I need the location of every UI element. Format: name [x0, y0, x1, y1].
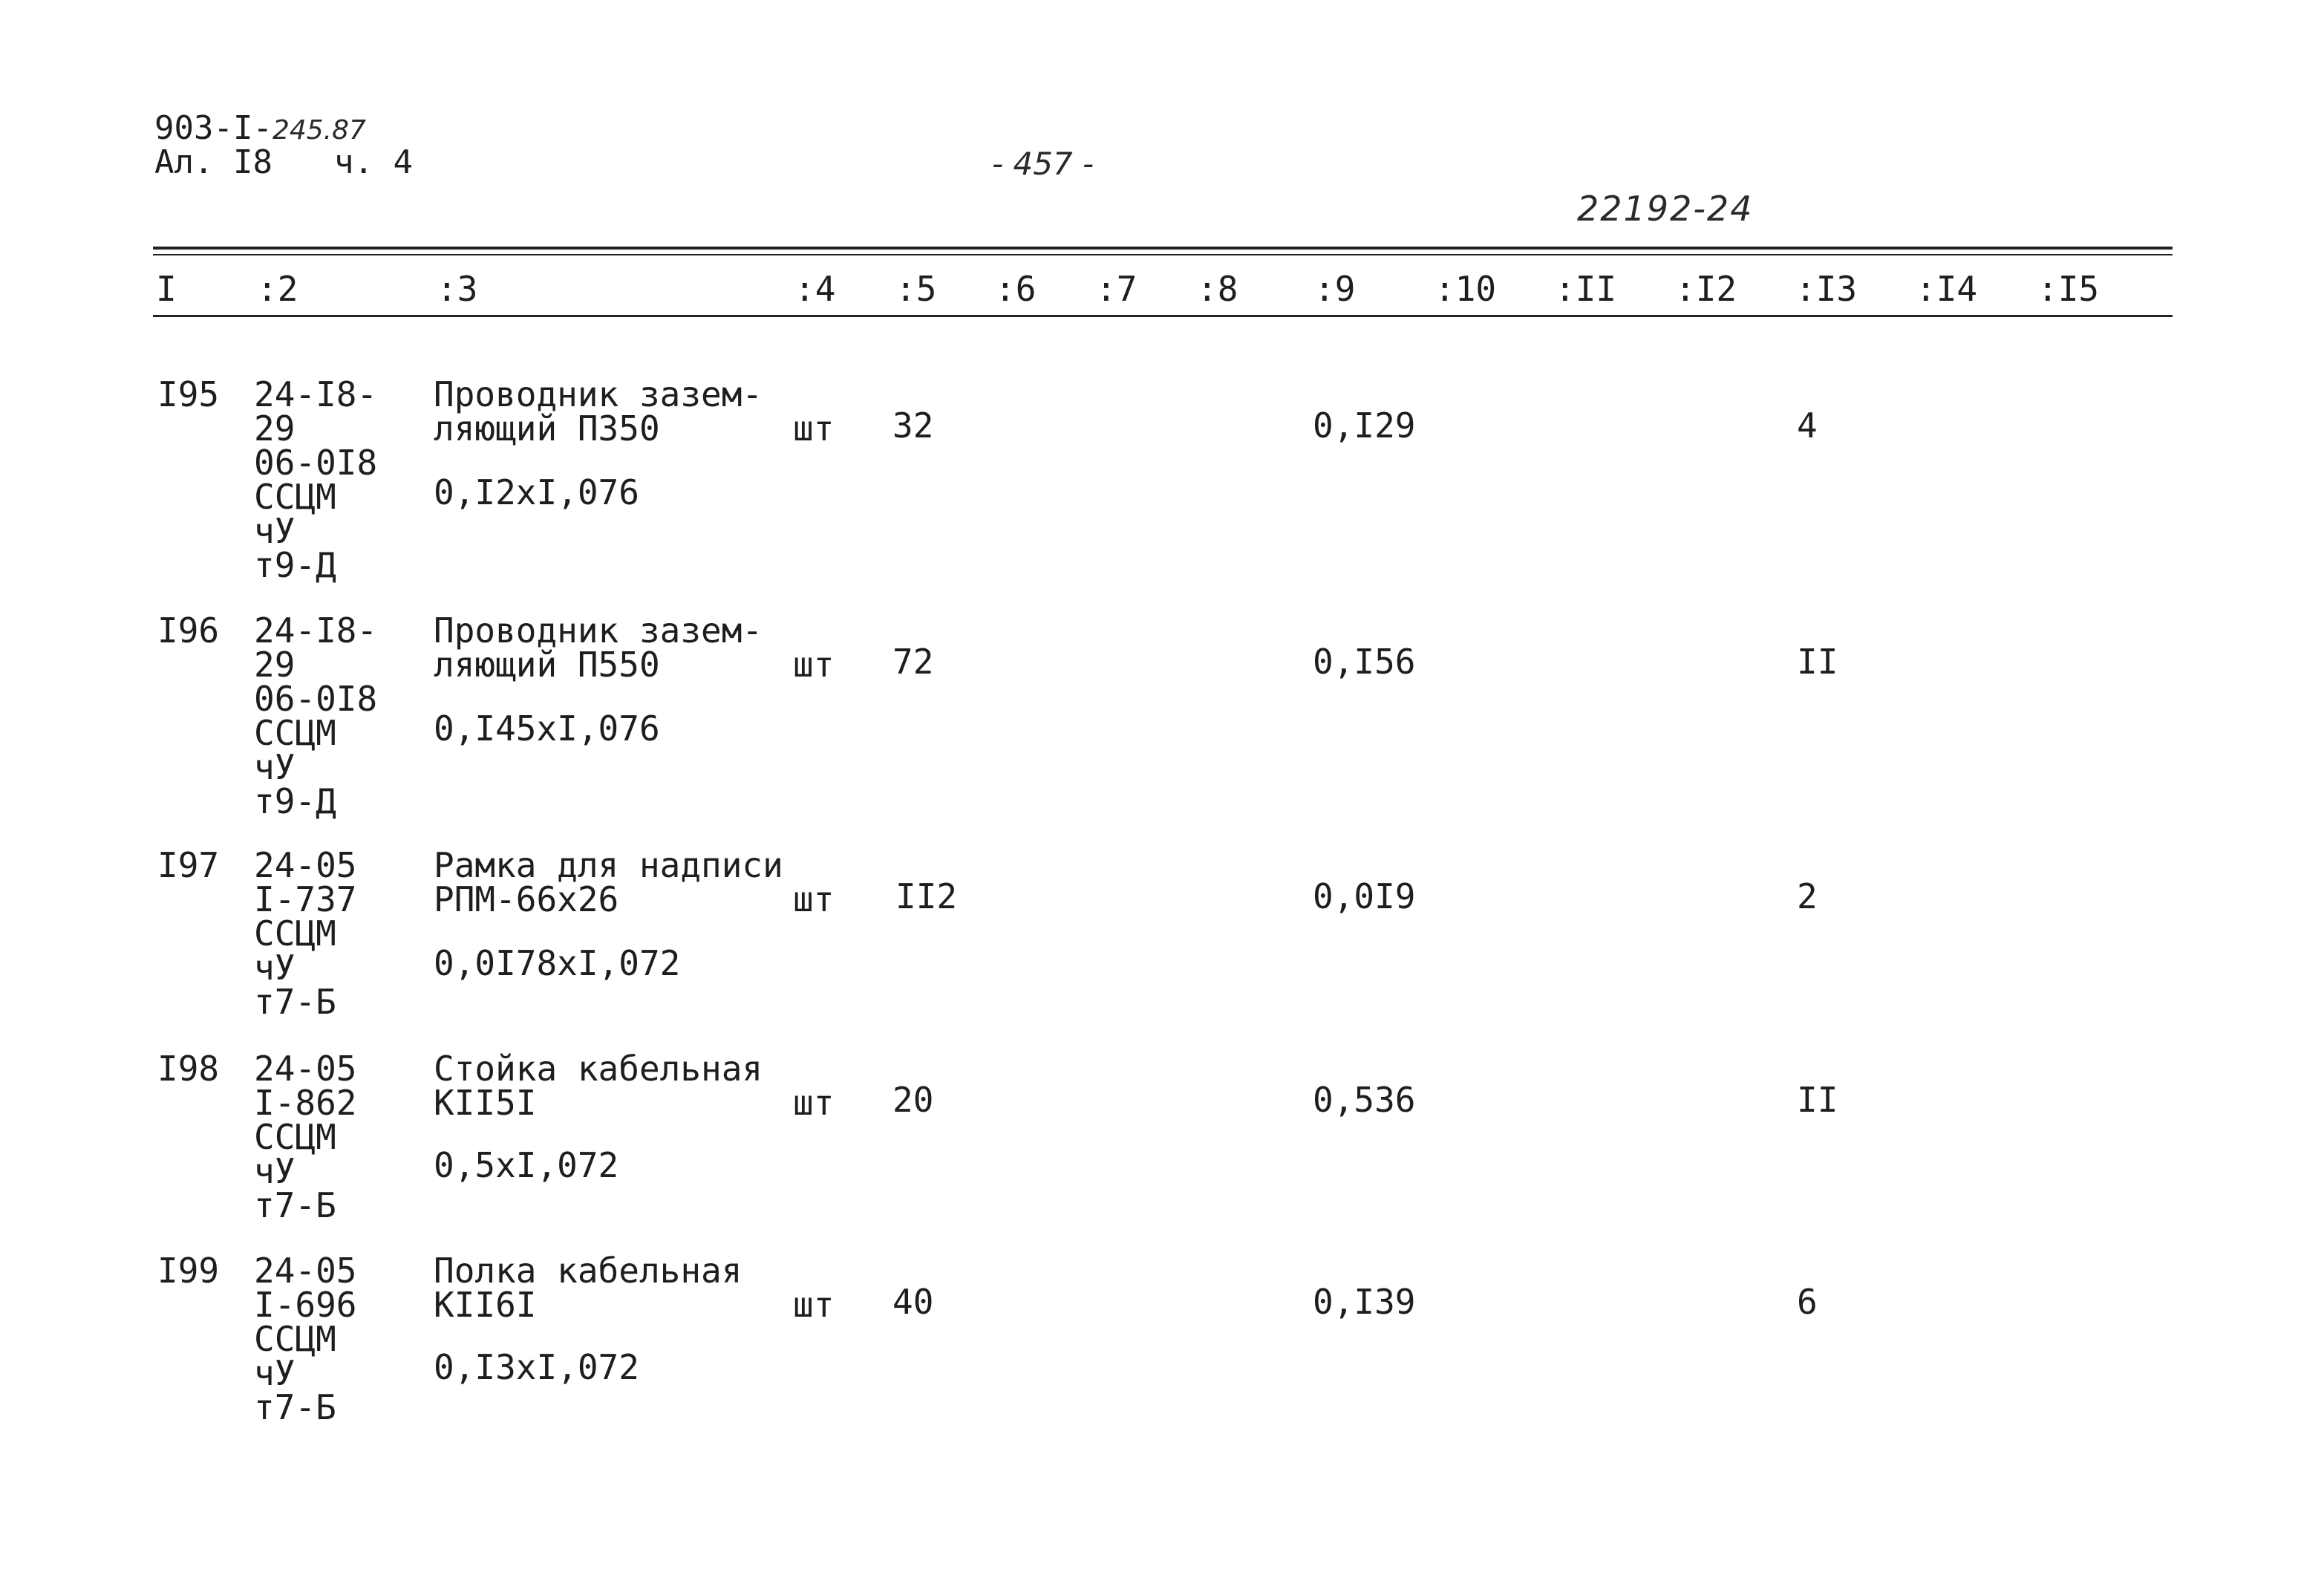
row-code — [254, 845, 357, 1022]
album-label: Ал. I8 — [154, 143, 272, 181]
name-line: Стойка кабельная — [434, 1049, 763, 1089]
column-header-5: :5 — [895, 269, 937, 309]
row-number: I98 — [157, 1049, 220, 1089]
column-header-8: :8 — [1197, 269, 1238, 309]
name-line: ляющий П350 — [434, 408, 660, 449]
row-unit: шт — [793, 1285, 835, 1325]
row-unit: шт — [793, 408, 835, 449]
column-header-11: :II — [1555, 269, 1617, 309]
row-number: I99 — [157, 1251, 220, 1291]
document-code — [154, 111, 366, 148]
row-formula: 0,I3xI,072 — [434, 1347, 639, 1387]
row-unit: шт — [793, 645, 835, 685]
code-line: 24-I8- — [254, 374, 378, 414]
column-header-6: :6 — [995, 269, 1037, 309]
column-header-14: :I4 — [1916, 269, 1978, 309]
row-name — [434, 610, 763, 685]
name-line: ляющий П550 — [434, 645, 660, 685]
column-header-15: :I5 — [2037, 269, 2100, 309]
row-name — [434, 374, 763, 449]
row-col9-value: 0,0I9 — [1313, 876, 1416, 916]
row-col13-value: II — [1797, 642, 1838, 682]
code-line: чУ — [254, 1353, 296, 1393]
code-line: 06-0I8 — [254, 443, 378, 483]
column-header-1: I — [156, 269, 177, 309]
name-line: Полка кабельная — [434, 1251, 742, 1291]
row-code — [254, 374, 378, 585]
column-header-9: :9 — [1314, 269, 1356, 309]
name-line: Проводник зазем- — [434, 610, 763, 651]
code-line: ССЦМ — [254, 477, 336, 517]
row-number: I96 — [157, 610, 220, 651]
row-name — [434, 1049, 763, 1123]
code-line: ССЦМ — [254, 713, 336, 753]
row-unit: шт — [793, 1083, 835, 1123]
row-col9-value: 0,I39 — [1313, 1282, 1416, 1322]
code-line: т7-Б — [254, 1185, 336, 1225]
row-col13-value: II — [1797, 1080, 1838, 1120]
code-line: 29 — [254, 408, 296, 449]
code-line: 24-I8- — [254, 610, 378, 651]
document-code-printed: 903-I- — [154, 109, 272, 147]
sheet-id: 22192-24 — [1577, 189, 1754, 229]
code-line: чУ — [254, 747, 296, 787]
top-rule-thick — [153, 247, 2173, 250]
document-code-handwritten: 245.87 — [272, 115, 366, 146]
row-quantity: 20 — [892, 1080, 934, 1120]
code-line: I-737 — [254, 879, 357, 919]
row-name — [434, 1251, 742, 1325]
name-line: Проводник зазем- — [434, 374, 763, 414]
column-header-10: :10 — [1434, 269, 1497, 309]
code-line: I-862 — [254, 1083, 357, 1123]
row-col13-value: 4 — [1797, 405, 1818, 446]
row-quantity: 40 — [892, 1282, 934, 1322]
row-name — [434, 845, 783, 919]
row-formula: 0,5xI,072 — [434, 1145, 619, 1185]
column-header-7: :7 — [1096, 269, 1137, 309]
code-line: т9-Д — [254, 781, 336, 821]
part-label: ч. 4 — [334, 143, 413, 181]
name-line: РПМ-66х26 — [434, 879, 619, 919]
row-quantity: II2 — [895, 876, 958, 916]
column-header-13: :I3 — [1795, 269, 1858, 309]
code-line: 29 — [254, 645, 296, 685]
row-number: I95 — [157, 374, 220, 414]
code-line: т7-Б — [254, 982, 336, 1022]
row-col13-value: 6 — [1797, 1282, 1818, 1322]
code-line: чУ — [254, 1151, 296, 1191]
page-number: - 457 - — [992, 146, 1094, 182]
code-line: т7-Б — [254, 1387, 336, 1427]
row-col9-value: 0,I56 — [1313, 642, 1416, 682]
row-formula: 0,I45xI,076 — [434, 708, 660, 749]
row-code — [254, 1251, 357, 1427]
row-col9-value: 0,536 — [1313, 1080, 1416, 1120]
code-line: чУ — [254, 511, 296, 551]
code-line: 06-0I8 — [254, 679, 378, 719]
name-line: КII6I — [434, 1285, 537, 1325]
row-code — [254, 610, 378, 821]
name-line: Рамка для надписи — [434, 845, 783, 885]
code-line: 24-05 — [254, 1049, 357, 1089]
row-quantity: 32 — [892, 405, 934, 446]
top-rule-thin — [153, 254, 2173, 255]
code-line: т9-Д — [254, 545, 336, 585]
code-line: ССЦМ — [254, 913, 336, 954]
code-line: 24-05 — [254, 1251, 357, 1291]
row-quantity: 72 — [892, 642, 934, 682]
row-number: I97 — [157, 845, 220, 885]
code-line: ССЦМ — [254, 1319, 336, 1359]
row-formula: 0,I2xI,076 — [434, 472, 639, 512]
row-col13-value: 2 — [1797, 876, 1818, 916]
code-line: I-696 — [254, 1285, 357, 1325]
code-line: 24-05 — [254, 845, 357, 885]
row-col9-value: 0,I29 — [1313, 405, 1416, 446]
column-header-12: :I2 — [1675, 269, 1737, 309]
column-header-4: :4 — [794, 269, 836, 309]
code-line: ССЦМ — [254, 1117, 336, 1157]
header-bottom-rule — [153, 315, 2173, 317]
column-header-3: :3 — [437, 269, 478, 309]
code-line: чУ — [254, 948, 296, 988]
row-unit: шт — [793, 879, 835, 919]
name-line: КII5I — [434, 1083, 537, 1123]
column-header-2: :2 — [257, 269, 298, 309]
row-formula: 0,0I78xI,072 — [434, 943, 681, 983]
row-code — [254, 1049, 357, 1225]
